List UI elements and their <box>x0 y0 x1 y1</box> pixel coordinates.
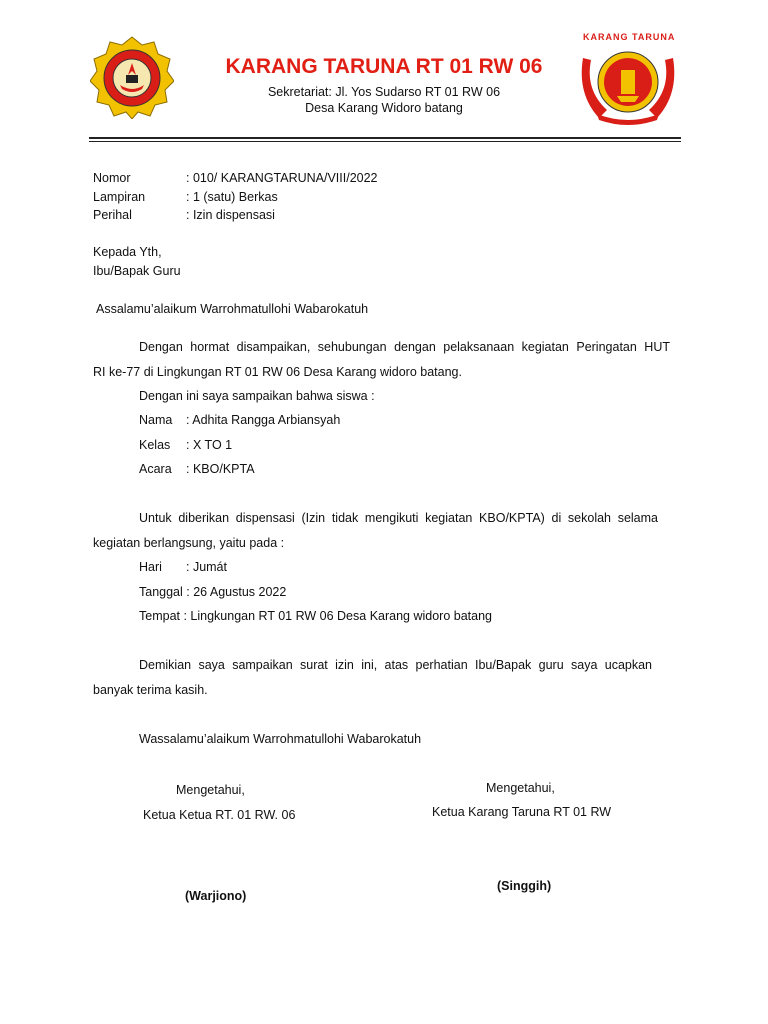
paragraph-3-line-2: kegiatan berlangsung, yaitu pada : <box>93 536 285 550</box>
tempat: Tempat : Lingkungan RT 01 RW 06 Desa Karang widoro batang <box>139 609 492 623</box>
recipient-line-1: Kepada Yth, <box>93 245 162 259</box>
lampiran-label: Lampiran <box>93 190 146 204</box>
left-known: Mengetahui, <box>176 783 245 797</box>
letterhead-address-2: Desa Karang Widoro batang <box>305 101 463 115</box>
letterhead-address-1: Sekretariat: Jl. Yos Sudarso RT 01 RW 06 <box>267 85 501 99</box>
paragraph-1-line-1: Dengan hormat disampaikan, sehubungan dengan pelaksanaan kegiatan Peringatan HUT <box>139 340 670 354</box>
nomor-label: Nomor <box>93 171 131 185</box>
tanggal: Tanggal : 26 Agustus 2022 <box>139 585 287 599</box>
kelas-value: : X TO 1 <box>186 438 233 452</box>
kelas-label: Kelas <box>139 438 171 452</box>
nama-label: Nama <box>139 413 173 427</box>
hari-value: : Jumát <box>186 560 227 574</box>
left-signatory-name: (Warjiono) <box>185 889 247 903</box>
right-known: Mengetahui, <box>486 781 555 795</box>
paragraph-3-line-1: Untuk diberikan dispensasi (Izin tidak mengikuti kegiatan KBO/KPTA) di sekolah selama <box>139 511 658 525</box>
recipient-line-2: Ibu/Bapak Guru <box>93 264 181 278</box>
header-divider-thin <box>89 141 681 142</box>
right-role: Ketua Karang Taruna RT 01 RW <box>432 805 612 819</box>
hari-label: Hari <box>139 560 162 574</box>
right-logo-text: KARANG TARUNA <box>583 32 676 42</box>
acara-label: Acara <box>139 462 172 476</box>
nama-value: : Adhita Rangga Arbiansyah <box>186 413 341 427</box>
perihal-value: : Izin dispensasi <box>186 208 275 222</box>
acara-value: : KBO/KPTA <box>186 462 255 476</box>
paragraph-2: Dengan ini saya sampaikan bahwa siswa : <box>139 389 375 403</box>
greeting: Assalamu’alaikum Warrohmatullohi Wabarokatuh <box>96 302 369 316</box>
left-role: Ketua Ketua RT. 01 RW. 06 <box>143 808 296 822</box>
nomor-value: : 010/ KARANGTARUNA/VIII/2022 <box>186 171 378 185</box>
lampiran-value: : 1 (satu) Berkas <box>186 190 278 204</box>
header-divider-thick <box>89 137 681 139</box>
letterhead-title: KARANG TARUNA RT 01 RW 06 <box>225 55 543 78</box>
closing: Wassalamu’alaikum Warrohmatullohi Wabarokatuh <box>139 732 422 746</box>
right-signatory-name: (Singgih) <box>497 879 552 893</box>
paragraph-1-line-2: RI ke-77 di Lingkungan RT 01 RW 06 Desa Karang widoro batang. <box>93 365 462 379</box>
paragraph-4-line-1: Demikian saya sampaikan surat izin ini, atas perhatian Ibu/Bapak guru saya ucapkan <box>139 658 652 672</box>
perihal-label: Perihal <box>93 208 132 222</box>
paragraph-4-line-2: banyak terima kasih. <box>93 683 208 697</box>
